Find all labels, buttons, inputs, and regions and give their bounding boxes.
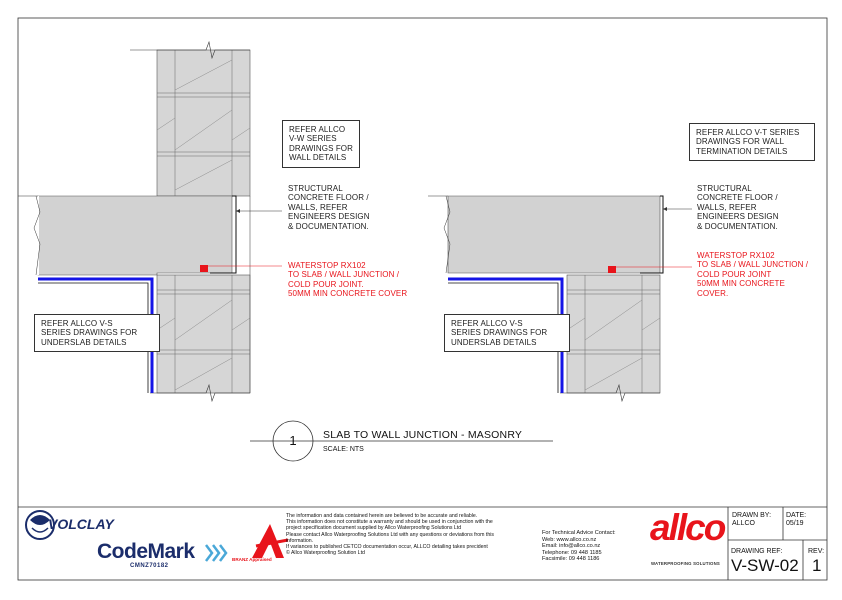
left-lower-wall (157, 275, 250, 393)
technical-contact: For Technical Advice Contact: Web: www.allco.co.nz Email: info@allco.co.nz Telephone: 09 448 1185 Facsimile: 09 448 1186 (542, 530, 616, 563)
left-structural-note: STRUCTURAL CONCRETE FLOOR / WALLS, REFER ENGINEERS DESIGN & DOCUMENTATION. (288, 184, 370, 231)
detail-title-text: SLAB TO WALL JUNCTION - MASONRY (323, 429, 523, 441)
codemark-wordmark: CodeMark (97, 540, 195, 563)
drawing-ref-label: DRAWING REF: (731, 548, 783, 555)
branz-label: BRANZ Appraised (232, 557, 272, 562)
right-detail (428, 196, 692, 401)
detail-number: 1 (289, 433, 297, 448)
left-waterstop-note: WATERSTOP RX102 TO SLAB / WALL JUNCTION / COLD POUR JOINT. 50MM MIN CONCRETE COVER (288, 261, 408, 299)
sheet-border (18, 18, 827, 580)
date-value: 05/19 (786, 520, 804, 527)
left-waterstop (200, 265, 208, 272)
rev-value: 1 (812, 556, 822, 575)
drawn-by-label: DRAWN BY: (732, 512, 772, 519)
date-label: DATE: (786, 512, 807, 519)
codemark-id: CMNZ70182 (130, 563, 169, 569)
allco-subtitle: WATERPROOFING SOLUTIONS (651, 561, 720, 566)
right-waterstop (608, 266, 616, 273)
rev-label: REV: (808, 548, 825, 555)
left-underslab-note: REFER ALLCO V-S SERIES DRAWINGS FOR UNDERSLAB DETAILS (34, 314, 160, 352)
branz-logo (252, 524, 288, 558)
right-underslab-note: REFER ALLCO V-S SERIES DRAWINGS FOR UNDERSLAB DETAILS (444, 314, 570, 352)
volclay-wordmark: VOLCLAY (48, 516, 114, 532)
drawing-ref-value: V-SW-02 (731, 556, 799, 575)
right-structural-note: STRUCTURAL CONCRETE FLOOR / WALLS, REFER ENGINEERS DESIGN & DOCUMENTATION. (697, 184, 779, 231)
left-slab (18, 196, 232, 275)
disclaimer-text: The information and data contained herein are believed to be accurate and reliable. This information does not constitute a warranty and should be used in conjunction with the project specification document supplied by Allco Waterproofing Solutions Ltd Please contact Allco Waterproofing Solutions Ltd with any questions or deviations from this information. If variances to published CETCO documentation occur, ALLCO detailing takes precident © Allco Waterproofing Solution Ltd (286, 513, 494, 557)
right-lower-wall (567, 275, 660, 393)
left-upper-wall (157, 50, 250, 196)
right-waterstop-note: WATERSTOP RX102 TO SLAB / WALL JUNCTION / COLD POUR JOINT 50MM MIN CONCRETE COVER. (697, 251, 809, 298)
drawn-by-value: ALLCO (732, 520, 755, 527)
codemark-chevrons (206, 545, 226, 561)
right-wall-termination-note: REFER ALLCO V-T SERIES DRAWINGS FOR WALL TERMINATION DETAILS (689, 123, 815, 161)
right-slab (428, 196, 660, 273)
left-wall-details-note: REFER ALLCO V-W SERIES DRAWINGS FOR WALL DETAILS (282, 120, 360, 168)
detail-scale: SCALE: NTS (323, 446, 364, 453)
allco-wordmark: allco (650, 507, 725, 548)
